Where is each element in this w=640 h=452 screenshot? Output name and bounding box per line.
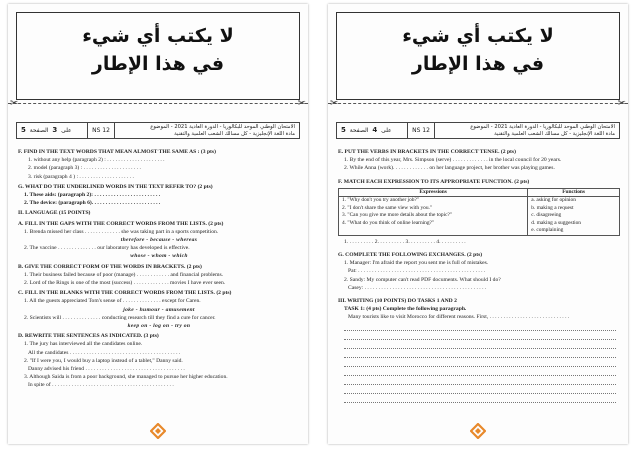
exam-title: الامتحان الوطني الموحد للبكالوريا - الدورة العادية 2021 - الموضوع مادة اللغة الإنجليزية - كل مسالك الشعب العلمية والتقنية: [470, 124, 615, 137]
question-line: 2. While Anna (work). . . . . . . . . . . . . on her language project, her brother was playing games.: [344, 165, 555, 172]
section-heading: II. LANGUAGE (15 POINTS): [18, 210, 91, 217]
header-line-2: في هذا الإطار: [411, 53, 545, 75]
right-content: [338, 146, 620, 403]
question-line: 1. All the guests appreciated Tom's sense of . . . . . . . . . . . . . . except for Caren.: [24, 298, 201, 305]
task-heading: TASK 1: (4 pts) Complete the following paragraph.: [344, 306, 467, 313]
section-heading: G. WHAT DO THE UNDERLINED WORDS IN THE TEXT REFER TO? (2 pts): [18, 183, 213, 190]
left-content: [18, 146, 300, 390]
page-number: 4: [372, 126, 378, 134]
question-line: 1. The jury has interviewed all the candidates online.: [24, 341, 143, 348]
question-line: 1. without any help (paragraph 2) : . . . . . . . . . . . . . . . . . . . . .: [28, 157, 165, 164]
section-heading: D. REWRITE THE SENTENCES AS INDICATED. (3 pts): [18, 333, 159, 340]
function-item: a. asking for opinion: [531, 197, 576, 204]
page-counter: [21, 126, 72, 134]
question-line: 2. Sandy: My computer can't read PDF documents. What should I do?: [344, 276, 501, 283]
writing-line[interactable]: [344, 358, 616, 367]
writing-line[interactable]: [344, 385, 616, 394]
question-line: 2. Lord of the Rings is one of the most (success) . . . . . . . . . . . . . movies I have ever seen.: [24, 280, 226, 287]
scissors-icon: ✂: [617, 98, 626, 109]
writing-line[interactable]: [344, 340, 616, 349]
page-of: على: [381, 127, 392, 134]
header-line-1: لا يكتب أي شيء: [402, 25, 554, 47]
section-heading: G. COMPLETE THE FOLLOWING EXCHANGES. (2 pts): [338, 252, 483, 259]
writing-line[interactable]: [344, 394, 616, 403]
answer-line: In spite of . . . . . . . . . . . . . . . . . . . . . . . . . . . . . . . . . . . . . . . . . . . .: [28, 382, 174, 389]
expression-item: 4. "What do you think of online learning?": [342, 219, 435, 226]
section-heading: F. MATCH EACH EXPRESSION TO ITS APPROPRIATE FUNCTION. (2 pts): [338, 178, 530, 185]
expressions-cell: [339, 197, 528, 236]
answer-row: 1. . . . . . . . . . 2. . . . . . . . . . 3. . . . . . . . . . 4. . . . . . . . . .: [344, 238, 466, 245]
question-line: 2. "If I were you, I would buy a laptop instead of a tablet," Danny said.: [24, 357, 183, 364]
exam-title: الامتحان الوطني الموحد للبكالوريا - الدورة العادية 2021 - الموضوع مادة اللغة الإنجليزية - كل مسالك الشعب العلمية والتقنية: [150, 124, 295, 137]
publisher-logo-icon: [150, 423, 166, 439]
expression-item: 2. "I don't share the same view with you.": [342, 204, 433, 211]
expression-item: 3. "Can you give me more details about the topic?": [342, 212, 453, 219]
left-exam-page: [8, 4, 308, 444]
writing-line[interactable]: [344, 367, 616, 376]
writing-line[interactable]: [344, 376, 616, 385]
matching-table: [338, 188, 620, 236]
page-total: 5: [21, 126, 26, 134]
answer-line: Casey: . . . . . . . . . . . . . . . . . . . . . . . . . . . . . . . . . . . . . . . . . . . .: [348, 284, 487, 291]
writing-line[interactable]: [344, 331, 616, 340]
question-line: 1. Their business failed because of poor (manage) . . . . . . . . . . . . and financial problems.: [24, 271, 224, 278]
question-line: 3. Although Saida is from a poor background, she managed to pursue her higher education.: [24, 374, 228, 381]
page-of: على: [61, 127, 72, 134]
cut-line: [8, 103, 308, 104]
scissors-icon: ✂: [330, 98, 339, 109]
section-heading: A. FILL IN THE GAPS WITH THE CORRECT WORDS FROM THE LISTS. (2 pts): [18, 220, 224, 227]
question-line: 2. The vaccine . . . . . . . . . . . . . . our laboratory has developed is effective.: [24, 245, 190, 252]
section-heading: B. GIVE THE CORRECT FORM OF THE WORDS IN BRACKETS. (2 pts): [18, 263, 202, 270]
question-line: 2. The device: (paragraph 6). . . . . . . . . . . . . . . . . . . . . . . . .: [24, 200, 161, 207]
word-options: keep on - log on - try on: [127, 323, 191, 330]
exam-code: NS 12: [407, 123, 435, 138]
header-line-1: لا يكتب أي شيء: [82, 25, 234, 47]
page-info-strip: [16, 122, 300, 139]
function-item: e. complaining: [531, 227, 564, 234]
header-box: [16, 12, 300, 100]
section-heading: F. FIND IN THE TEXT WORDS THAT MEAN ALMOST THE SAME AS : (3 pts): [18, 149, 216, 155]
function-item: b. making a request: [531, 204, 574, 211]
answer-line: All the candidates . . . . . . . . . . . . . . . . . . . . . . . . . . . . . . . . . . . . . . . .: [28, 349, 181, 356]
question-line: 1. By the end of this year, Mrs. Simpson (serve) . . . . . . . . . . . . . in the local council for 20 years.: [344, 157, 562, 164]
publisher-logo-icon: [470, 423, 486, 439]
page-counter: [341, 126, 392, 134]
header-line-2: في هذا الإطار: [91, 53, 225, 75]
header-box: [336, 12, 620, 100]
word-options: whose - whom - which: [130, 253, 188, 260]
writing-line[interactable]: [344, 349, 616, 358]
word-options: joke - humour - amusement: [123, 306, 195, 313]
exam-code: NS 12: [87, 123, 115, 138]
writing-line[interactable]: [344, 322, 616, 331]
question-line: 3. risk (paragraph 4 ) : . . . . . . . . . . . . . . . . . . . .: [28, 173, 134, 180]
page-info-strip: [336, 122, 620, 139]
function-item: c. disagreeing: [531, 212, 562, 219]
task-text: Many tourists like to visit Morocco for different reasons. First, . . . . . . . . . . . . . . . . . . . . . . . . . . . . .: [348, 314, 570, 321]
answer-line: Pat: . . . . . . . . . . . . . . . . . . . . . . . . . . . . . . . . . . . . . . . . . . . . . .: [348, 268, 486, 275]
section-heading: III. WRITING (10 POINTS) DO TASKS 1 AND 2: [338, 298, 457, 305]
right-exam-page: [328, 4, 628, 444]
question-line: 1. These aids: (paragraph 2): . . . . . . . . . . . . . . . . . . . . . . . .: [24, 192, 161, 199]
table-header-expressions: Expressions: [339, 188, 528, 197]
word-options: therefore - because - whereas: [120, 237, 198, 244]
question-line: 1. Brenda missed her class . . . . . . . . . . . . . she was taking part in a sports competition.: [24, 228, 219, 235]
question-line: 2. model (paragraph 3) : . . . . . . . . . . . . . . . . . . . . .: [28, 165, 141, 172]
question-line: 2. Scientists will . . . . . . . . . . . . . . conducting research till they find a cure for cancer.: [24, 314, 216, 321]
question-line: 1. Manager: I'm afraid the report you sent me is full of mistakes.: [344, 260, 489, 267]
page-total: 5: [341, 126, 346, 134]
scissors-icon: ✂: [297, 98, 306, 109]
scissors-icon: ✂: [10, 98, 19, 109]
page-number: 3: [52, 126, 58, 134]
cut-line: [328, 103, 628, 104]
answer-line: Danny advised his friend . . . . . . . . . . . . . . . . . . . . . . . . . . . . . . . . . . . .: [28, 366, 185, 373]
functions-cell: [528, 197, 620, 236]
section-heading: C. FILL IN THE BLANKS WITH THE CORRECT WORDS FROM THE LISTS. (2 pts): [18, 290, 232, 297]
table-header-functions: Functions: [528, 188, 620, 197]
page-label: الصفحة: [349, 127, 369, 134]
page-label: الصفحة: [29, 127, 49, 134]
expression-item: 1. "Why don't you try another job?": [342, 197, 420, 204]
function-item: d. making a suggestion: [531, 219, 582, 226]
section-heading: E. PUT THE VERBS IN BRACKETS IN THE CORRECT TENSE. (2 pts): [338, 149, 516, 155]
